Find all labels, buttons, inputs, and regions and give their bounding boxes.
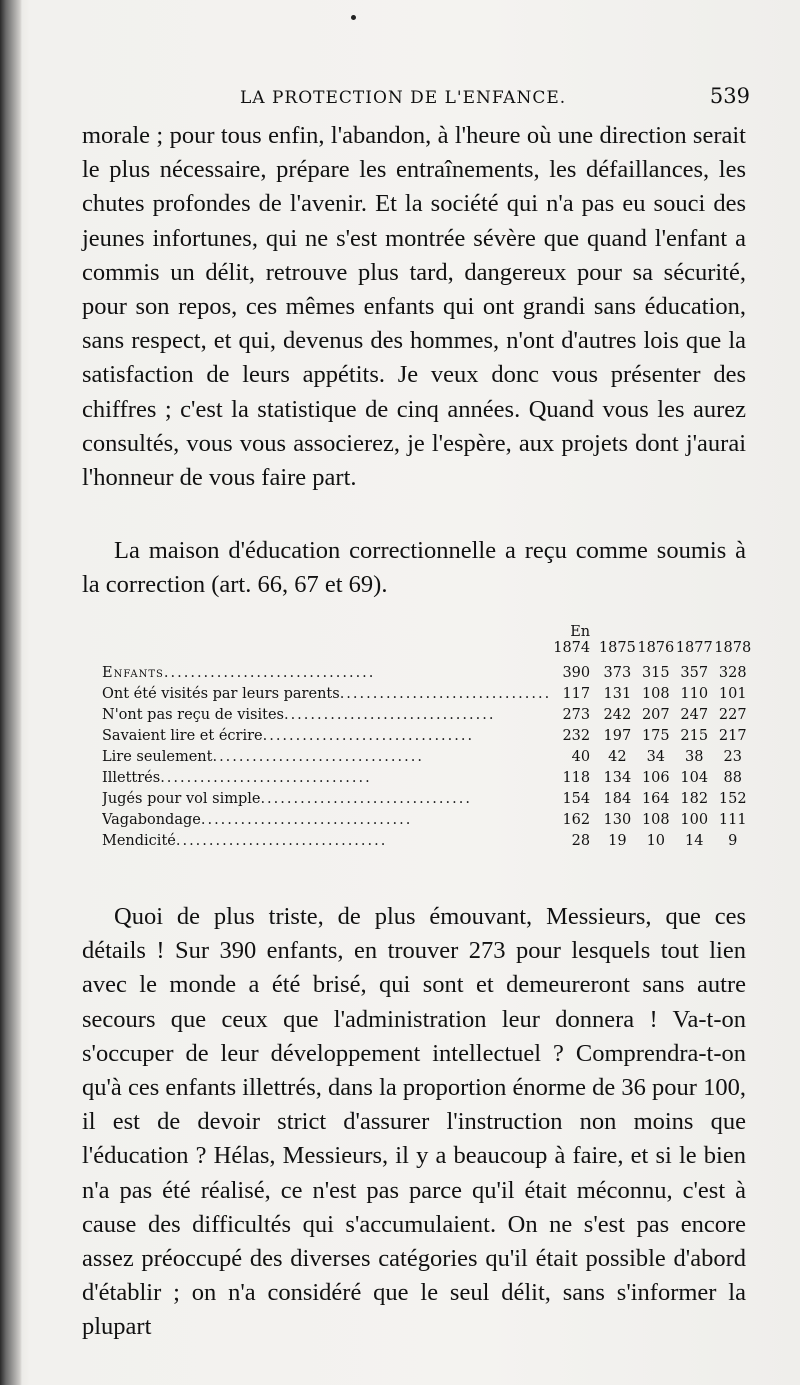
leader-dots: ................................ xyxy=(212,749,424,765)
table-cell: 118 xyxy=(562,770,591,786)
table-cell: 34 xyxy=(646,749,666,765)
year-header: 1875 xyxy=(598,640,636,656)
row-label: Mendicité xyxy=(102,833,176,849)
row-label: Lire seulement xyxy=(102,749,213,765)
table-cell: 111 xyxy=(718,812,747,828)
table-cell: 108 xyxy=(641,686,670,702)
table-row xyxy=(102,702,752,723)
leader-dots: ................................ xyxy=(160,770,372,786)
leader-dots: ................................ xyxy=(339,686,552,702)
table-cell: 315 xyxy=(641,665,670,681)
page-binding-shadow xyxy=(0,0,22,1385)
table-header-row xyxy=(102,624,752,660)
row-label: Ont été visités par leurs parents xyxy=(102,686,340,702)
table-cell: 10 xyxy=(646,833,666,849)
print-speck xyxy=(351,15,356,20)
table-cell: 164 xyxy=(641,791,670,807)
paragraph-3 xyxy=(82,900,746,1345)
table-row-total xyxy=(102,660,752,681)
row-label: Illettrés xyxy=(102,770,161,786)
statistics-table xyxy=(102,624,752,849)
table-cell: 247 xyxy=(680,707,709,723)
table-cell: 207 xyxy=(641,707,670,723)
table-row xyxy=(102,828,752,849)
table-cell: 390 xyxy=(562,665,591,681)
table-row xyxy=(102,744,752,765)
page-number: 539 xyxy=(709,84,750,108)
table-cell: 38 xyxy=(685,749,704,765)
table-cell: 28 xyxy=(571,833,591,849)
table-row xyxy=(102,807,752,828)
table-cell: 131 xyxy=(603,686,632,702)
paragraph-3-text: Quoi de plus triste, de plus émouvant, Messieurs, que ces détails ! Sur 390 enfants, en trouver 273 pour lesquels tout lien avec le monde a été brisé, qui sont et demeureront sans autre secours que ceux que l'administration leur donnera ! Va-t-on s'occuper de leur développement intellectuel ? Comprendra-t-on qu'à ces enfants illettrés, dans la proportion énorme de 36 pour 100, il est de devoir strict d'assurer l'instruction non moins que l'éducation ? Hélas, Messieurs, il y a beaucoup à faire, et si le bien n'a pas été réalisé, ce n'est pas parce qu'il était méconnu, c'est à cause des difficultés qui s'accumulaient. On ne s'est pas encore assez préoccupé des diverses catégories qu'il était possible d'abord d'établir ; on n'a considéré que le seul délit, sans s'informer la plupart xyxy=(82,903,746,1341)
table-cell: 242 xyxy=(603,707,632,723)
table-cell: 19 xyxy=(608,833,627,849)
table-cell: 154 xyxy=(562,791,591,807)
table-cell: 227 xyxy=(718,707,747,723)
table-cell: 152 xyxy=(718,791,747,807)
table-cell: 130 xyxy=(603,812,632,828)
table-cell: 184 xyxy=(603,791,632,807)
table-cell: 197 xyxy=(603,728,632,744)
page-header xyxy=(82,84,756,118)
table-cell: 134 xyxy=(603,770,632,786)
paragraph-2-text: La maison d'éducation correctionnelle a reçu comme soumis à la correction (art. 66, 67 et 69). xyxy=(82,537,746,599)
row-label: Enfants xyxy=(102,665,164,681)
table-cell: 101 xyxy=(718,686,747,702)
table-cell: 175 xyxy=(641,728,670,744)
table-cell: 9 xyxy=(728,833,738,849)
leader-dots: ................................ xyxy=(260,791,472,807)
leader-dots: ................................ xyxy=(262,728,475,744)
table-cell: 117 xyxy=(562,686,591,702)
table-cell: 108 xyxy=(641,812,670,828)
table-cell: 40 xyxy=(571,749,591,765)
table-row xyxy=(102,723,752,744)
paragraph-1 xyxy=(82,119,746,495)
table-cell: 373 xyxy=(603,665,632,681)
year-header: 1876 xyxy=(637,640,675,656)
year-header: En 1874 xyxy=(553,624,591,656)
table-row xyxy=(102,681,752,702)
leader-dots: ................................ xyxy=(175,833,388,849)
table-row xyxy=(102,765,752,786)
leader-dots: ................................ xyxy=(163,665,376,681)
row-label: Jugés pour vol simple xyxy=(102,791,261,807)
table-cell: 104 xyxy=(680,770,709,786)
year-header: 1878 xyxy=(714,640,752,656)
table-cell: 100 xyxy=(680,812,709,828)
table-cell: 14 xyxy=(685,833,704,849)
table-cell: 215 xyxy=(680,728,709,744)
table-cell: 106 xyxy=(641,770,670,786)
row-label: Vagabondage xyxy=(102,812,201,828)
table-cell: 110 xyxy=(680,686,709,702)
table-cell: 357 xyxy=(680,665,709,681)
leader-dots: ................................ xyxy=(283,707,496,723)
year-header: 1877 xyxy=(675,640,713,656)
table-cell: 273 xyxy=(562,707,591,723)
running-title: LA PROTECTION DE L'ENFANCE. xyxy=(240,88,567,108)
table-cell: 42 xyxy=(608,749,627,765)
table-cell: 88 xyxy=(723,770,742,786)
paragraph-1-text: morale ; pour tous enfin, l'abandon, à l'heure où une direction serait le plus nécessaire, prépare les entraînements, les défaillances, les chutes profondes de l'avenir. Et la société qui n'a pas eu souci des jeunes infortunes, qui ne s'est montrée sévère que quand l'enfant a commis un délit, retrouve plus tard, dangereux pour sa sécurité, pour son repos, ces mêmes enfants qui ont grandi sans éducation, sans respect, et qui, devenus des hommes, n'ont d'autres lois que la satisfaction de leurs appétits. Je veux donc vous présenter des chiffres ; c'est la statistique de cinq années. Quand vous les aurez consultés, vous vous associerez, je l'espère, aux projets dont j'aurai l'honneur de vous faire part. xyxy=(82,122,746,492)
row-label: N'ont pas reçu de visites xyxy=(102,707,284,723)
paragraph-2 xyxy=(82,534,746,602)
table-cell: 328 xyxy=(718,665,747,681)
leader-dots: ................................ xyxy=(200,812,413,828)
table-cell: 232 xyxy=(562,728,591,744)
table-row xyxy=(102,786,752,807)
table-cell: 217 xyxy=(718,728,747,744)
table-cell: 182 xyxy=(680,791,709,807)
row-label: Savaient lire et écrire xyxy=(102,728,263,744)
table-cell: 162 xyxy=(562,812,591,828)
table-cell: 23 xyxy=(723,749,742,765)
